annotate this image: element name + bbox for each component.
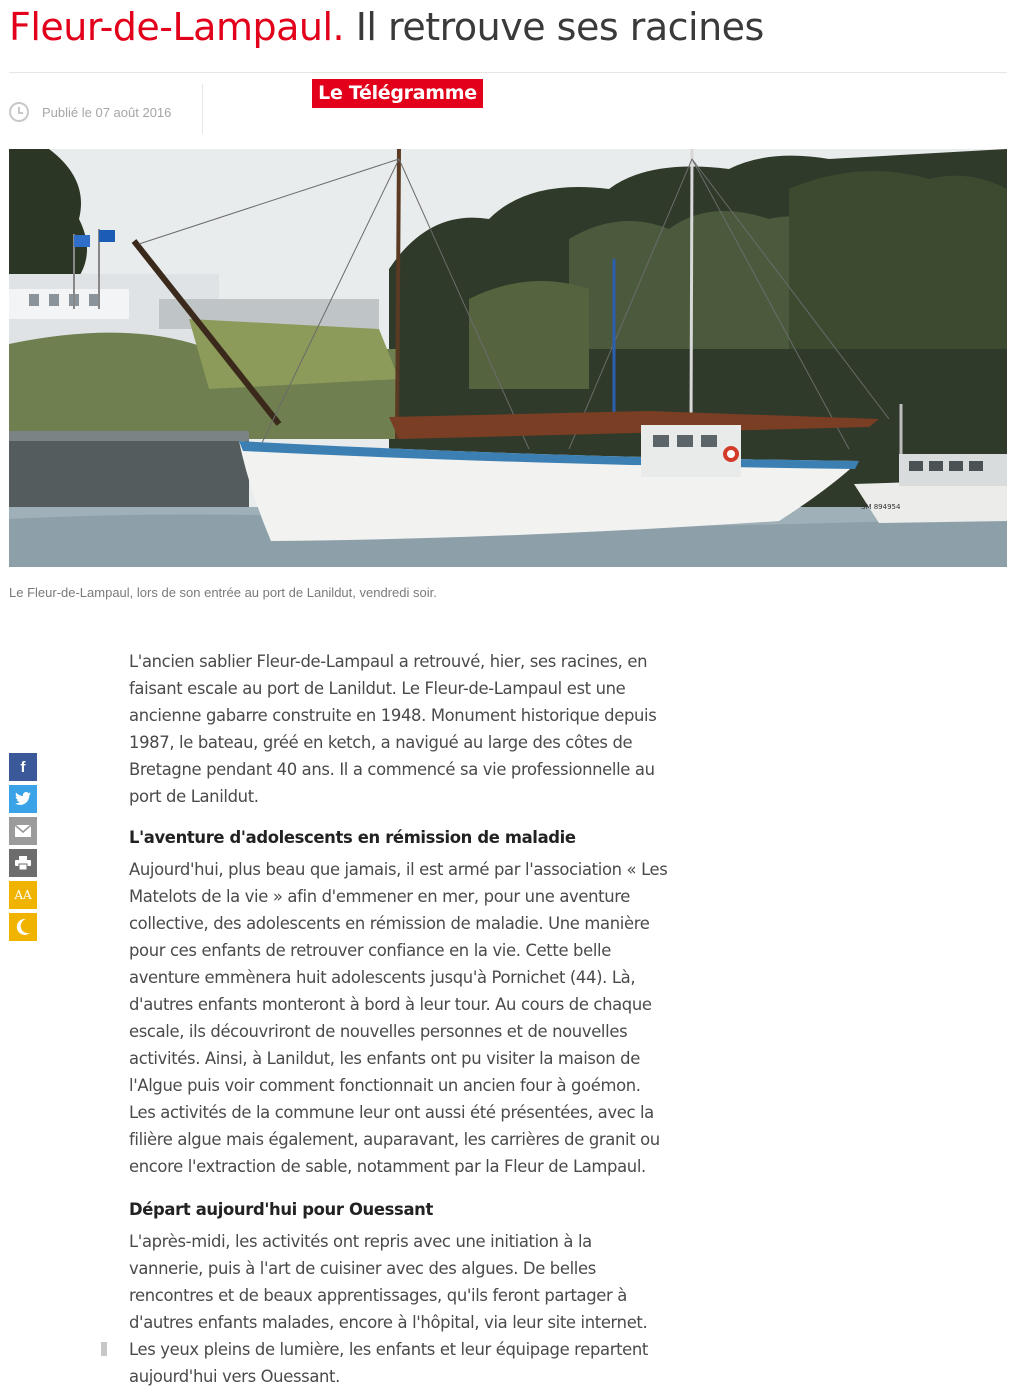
twitter-icon <box>15 792 31 806</box>
twitter-share-button[interactable] <box>9 785 37 813</box>
publish-date: Publié le 07 août 2016 <box>42 104 172 120</box>
facebook-icon: f <box>20 758 26 776</box>
mail-icon <box>15 825 31 837</box>
share-toolbar <box>9 753 37 945</box>
print-button[interactable] <box>9 849 37 877</box>
article-paragraph-1: L'ancien sablier Fleur-de-Lampaul a retrouvé, hier, ses racines, en faisant escale au port de Lanildut. Le Fleur-de-Lampaul est une ancienne gabarre construite en 1948. Monument historique depuis 1987, le bateau, gréé en ketch, a navigué au large des côtes de Bretagne pendant 40 ans. Il a commencé sa vie professionnelle au port de Lanildut. <box>129 652 657 806</box>
meta-divider <box>202 84 203 134</box>
font-size-icon: AA <box>14 888 32 902</box>
title-kicker: Fleur-de-Lampaul. <box>9 5 345 49</box>
article-body <box>129 648 669 1390</box>
scroll-handle[interactable] <box>101 1342 107 1356</box>
article-paragraph-3: L'après-midi, les activités ont repris avec une initiation à la vannerie, puis à l'art de cuisiner avec des algues. De belles rencontres et de beaux apprentissages, qu'ils feront partager à d'autres enfants malades, encore à l'hôpital, via leur site internet. Les yeux pleins de lumière, les enfants et leur équipage repartent aujourd'hui vers Ouessant. <box>129 1232 649 1386</box>
night-mode-button[interactable] <box>9 913 37 941</box>
article-paragraph-2: Aujourd'hui, plus beau que jamais, il est armé par l'association « Les Matelots de la vie » afin d'emmener en mer, pour une aventure collective, des adolescents en rémission de maladie. Une manière pour ces enfants de retrouver confiance en la vie. Cette belle aventure emmènera huit adolescents jusqu'à Pornichet (44). Là, d'autres enfants monteront à bord à leur tour. Au cours de chaque escale, ils découvriront de nouvelles personnes et de nouvelles activités. Ainsi, à Lanildut, les enfants ont pu visiter la maison de l'Algue puis voir comment fonctionnait un ancien four à goémon. Les activités de la commune leur ont aussi été présentées, avec la filière algue mais également, auparavant, les carrières de granit ou encore l'extraction de sable, notamment par la Fleur de Lampaul. <box>129 860 668 1176</box>
page-title <box>9 4 764 50</box>
publish-meta <box>9 96 171 128</box>
title-divider <box>9 72 1007 73</box>
night-mode-icon <box>16 919 30 935</box>
photo-caption: Le Fleur-de-Lampaul, lors de son entrée au port de Lanildut, vendredi soir. <box>9 585 437 600</box>
email-share-button[interactable] <box>9 817 37 845</box>
font-size-button[interactable] <box>9 881 37 909</box>
article-photo <box>9 149 1007 567</box>
article-subheading-1: L'aventure d'adolescents en rémission de maladie <box>129 828 576 847</box>
boat-photo-illustration <box>9 149 1007 567</box>
hull-label: SM 894954 <box>861 503 901 511</box>
brand-logo[interactable]: Le Télégramme <box>312 79 483 108</box>
clock-icon <box>9 102 29 122</box>
facebook-share-button[interactable] <box>9 753 37 781</box>
article-subheading-2: Départ aujourd'hui pour Ouessant <box>129 1200 433 1219</box>
print-icon <box>15 856 31 870</box>
title-main: Il retrouve ses racines <box>355 5 764 49</box>
